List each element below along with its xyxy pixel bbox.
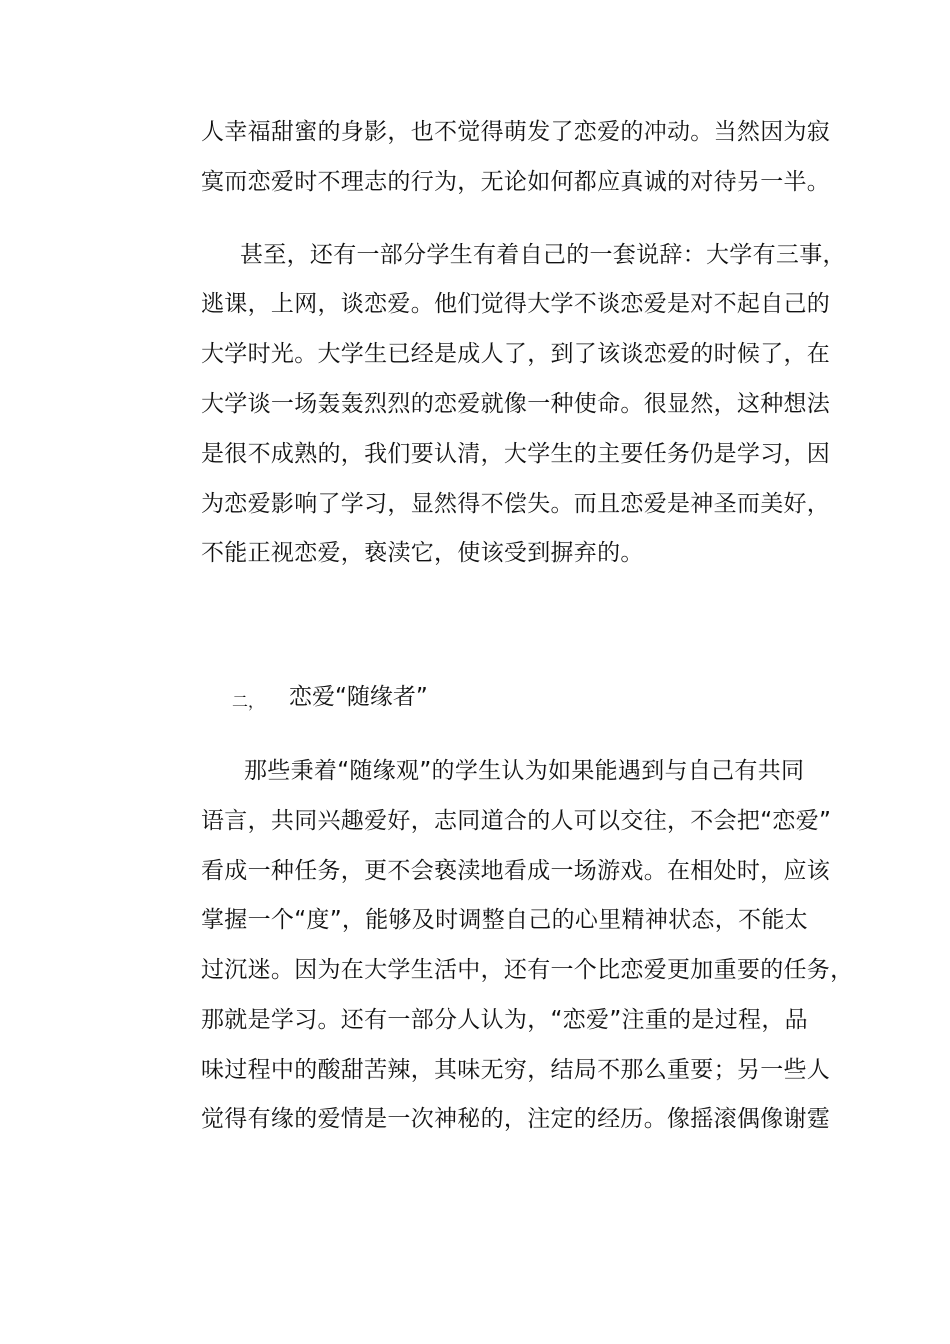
paragraph-3-line-8: 觉得有缘的爱情是一次神秘的，注定的经历。像摇滚偶像谢霆 xyxy=(201,1106,831,1132)
paragraph-2-line-6: 为恋爱影响了学习，显然得不偿失。而且恋爱是神圣而美好， xyxy=(201,491,831,517)
section-number: 二， xyxy=(232,692,265,711)
paragraph-3-line-6: 那就是学习。还有一部分人认为，“恋爱”注重的是过程，品 xyxy=(201,1007,808,1033)
paragraph-1-line-1: 人幸福甜蜜的身影，也不觉得萌发了恋爱的冲动。当然因为寂 xyxy=(201,119,831,145)
paragraph-3-line-2: 语言，共同兴趣爱好，志同道合的人可以交往，不会把“恋爱” xyxy=(201,808,832,834)
paragraph-2-line-7: 不能正视恋爱，亵渎它，使该受到摒弃的。 xyxy=(201,540,644,566)
paragraph-2-line-1: 甚至，还有一部分学生有着自己的一套说辞：大学有三事， xyxy=(240,242,846,268)
paragraph-3-line-5: 过沉迷。因为在大学生活中，还有一个比恋爱更加重要的任务， xyxy=(201,957,854,983)
paragraph-1-line-2: 寞而恋爱时不理志的行为，无论如何都应真诚的对待另一半。 xyxy=(201,169,831,195)
paragraph-3-line-7: 味过程中的酸甜苦辣，其味无穷，结局不那么重要；另一些人 xyxy=(201,1057,831,1083)
paragraph-2-line-2: 逃课，上网，谈恋爱。他们觉得大学不谈恋爱是对不起自己的 xyxy=(201,291,831,317)
paragraph-3-line-4: 掌握一个“度”，能够及时调整自己的心里精神状态，不能太 xyxy=(201,907,808,933)
paragraph-3-line-1: 那些秉着“随缘观”的学生认为如果能遇到与自己有共同 xyxy=(244,758,805,784)
paragraph-2-line-5: 是很不成熟的，我们要认清，大学生的主要任务仍是学习，因 xyxy=(201,441,831,467)
paragraph-2-line-3: 大学时光。大学生已经是成人了，到了该谈恋爱的时候了，在 xyxy=(201,341,831,367)
paragraph-3-line-3: 看成一种任务，更不会亵渎地看成一场游戏。在相处时，应该 xyxy=(201,858,831,884)
paragraph-2-line-4: 大学谈一场轰轰烈烈的恋爱就像一种使命。很显然，这种想法 xyxy=(201,391,831,417)
section-title: 恋爱“随缘者” xyxy=(289,684,428,710)
